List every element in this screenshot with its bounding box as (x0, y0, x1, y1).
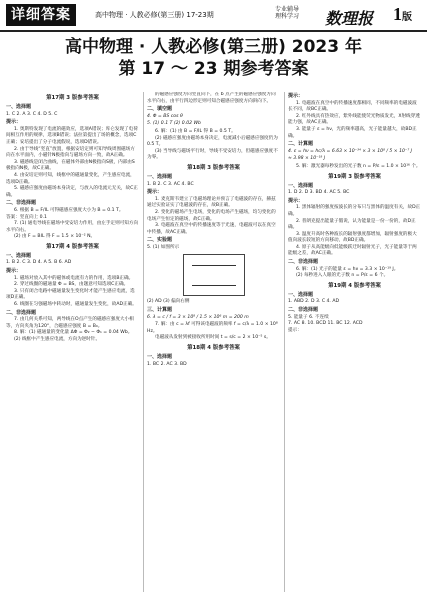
answer-line: 5. 能量子 6. 不连续 (288, 314, 329, 320)
answer-paragraph: 3. 电磁波在真空中的传播速度等于光速，电磁波可以在真空中传播，故AC正确。 (147, 223, 276, 235)
answer-line: (2) AD (3) 偏向右侧 (147, 299, 190, 305)
newspaper-header (0, 0, 427, 32)
newspaper-logo: 数理报 (325, 9, 374, 28)
answer-paragraph: 3. 温度升高时各种波长的辐射强度都增加，辐射强度的极大值向波长较短的方向移动，故BD正确。 (288, 231, 417, 244)
formula-line: 4. Φ = BS cos θ (147, 113, 183, 119)
answer-paragraph: (2) 线框中产生感应电流，方向为逆时针。 (14, 337, 101, 342)
answer-paragraph: 电磁波从发射到被接收所用时间 t = s/c = 2 × 10⁻⁵ s。 (155, 335, 271, 341)
answer-paragraph: 2. 变化的磁场产生电场，变化的电场产生磁场，均匀变化的电场产生恒定的磁场，故C正确。 (147, 209, 276, 222)
brand-label: 详细答案 (6, 4, 76, 26)
answer-paragraph: 2. 普朗克提出能量子假说，认为能量是一份一份的，故D正确。 (288, 218, 416, 231)
answer-paragraph: 1. 麦克斯韦建立了电磁场理论并预言了电磁波的存在，赫兹通过实验证实了电磁波的存在，故B正确。 (147, 196, 276, 209)
section-heading: 第18期 3 版参考答案 (187, 164, 240, 171)
answer-paragraph: 1. 磁场对放入其中的磁体或电流有力的作用，选项B正确。 (14, 275, 134, 281)
answer-paragraph: 2. 由于导线“竖直”放置，根据安培定则可知导线周围磁场方向在水平面内，小磁针N极指向与磁场方向一致，故A正确。 (6, 146, 135, 159)
header-tags (275, 6, 299, 20)
subsection-heading: 二、非选择题 (288, 259, 319, 266)
section-heading: 第18期 4 版参考答案 (187, 345, 240, 352)
subsection-heading: 二、填空题 (147, 106, 173, 113)
title-line-1: 高中物理 · 人教必修(第三册) 2023 年 (65, 37, 362, 57)
formula-line: 5. (1) 0.1 T (2) 0.02 Wb (147, 121, 201, 127)
answer-line: 7. AC 8. 10. BCD 11. BC 12. ACD (288, 321, 363, 327)
answer-line: 1. D 2. D 3. BD 4. AC 5. BC (288, 190, 350, 196)
subsection-heading: 提示： (6, 268, 22, 275)
answer-paragraph: 7. 由几何关系可知，两导线在O点产生的磁感应强度大小相等，方向夹角为120°，合磁感应强度 B = B₀。 (6, 317, 134, 329)
answer-paragraph: (2) 磁感应强度由磁场本身决定，电流减小后磁感应强度仍为 0.5 T。 (147, 135, 278, 148)
header-tag-1: 专业辅导 (275, 6, 300, 13)
column-1 (6, 92, 139, 592)
page-number-label: 版 (402, 12, 412, 23)
answer-paragraph: 6. 线圈在匀强磁场中转动时，磁通量发生变化，故AD正确。 (14, 302, 137, 308)
answer-line: 答案：竖直向上 0.1 (6, 214, 47, 220)
formula-line: 4. ε = hν = hc/λ = 6.63 × 10⁻³⁴ × 3 × 10⁸ / 5 × 10⁻⁷ J (288, 148, 413, 154)
section-heading: 第19期 3 版参考答案 (328, 173, 381, 180)
page-title (0, 36, 427, 80)
answer-line: 1. BC 2. AC 3. BD (147, 361, 187, 367)
answer-paragraph: 3. 能量子 ε = hν，光的频率越高，光子能量越大，故BD正确。 (288, 126, 417, 139)
page-number-value: 1 (393, 4, 402, 24)
answer-line: 1. B 2. C 3. D 4. A 5. B 6. AD (6, 260, 72, 266)
column-divider (284, 92, 285, 592)
subsection-heading: 提示： (147, 189, 163, 196)
column-divider (143, 92, 144, 592)
answer-paragraph: (2) 由 F = BIL 得 F = 1.5 × 10⁻² N。 (14, 234, 96, 240)
answer-paragraph: 6. 解：(1) 由 B = F/IL 得 B = 0.5 T。 (155, 128, 236, 134)
answer-paragraph: 2. 穿过线圈的磁通量 Φ = BS，由题意可知选项C正确。 (14, 282, 129, 288)
answer-paragraph: 5. 磁感应强度由磁场本身决定，与放入的电流元无关，故C正确。 (6, 186, 138, 198)
header-tag-2: 理科学习 (275, 13, 300, 20)
formula-line: ≈ 3.98 × 10⁻¹⁹ J (288, 156, 326, 162)
subsection-heading: 一、选择题 (147, 173, 173, 180)
subsection-heading: 一、选择题 (147, 354, 173, 361)
subsection-heading: 二、非选择题 (6, 309, 37, 316)
section-heading: 第17期 4 版参考答案 (46, 243, 99, 250)
figure-wire (192, 285, 236, 286)
subsection-heading: 提示： (288, 197, 304, 204)
column-3 (288, 92, 421, 592)
subsection-heading: 提示： (6, 119, 22, 126)
answer-line: 5. (1) 如图所示 (147, 244, 180, 250)
formula-line: 6. λ = c / f = 3 × 10⁸ / 1.5 × 10⁶ m = 200 m (147, 314, 249, 320)
answer-paragraph: 3. 只有闭合电路中磁通量发生变化时才能产生感应电流，选项D正确。 (6, 288, 135, 301)
answer-paragraph: 5. 解：激光器每秒发出的光子数 n = P/ε = 1.0 × 10¹⁶ 个。 (296, 163, 421, 169)
column-2 (147, 92, 280, 592)
answer-paragraph: 1. 黑体辐射的强度按波长的分布只与黑体的温度有关，故D正确。 (288, 205, 421, 217)
subsection-heading: 一、选择题 (288, 291, 314, 298)
answer-paragraph: 2. 红外线具有热效应，紫外线能使荧光物质发光，X射线穿透能力强，故AC正确。 (288, 113, 420, 126)
answer-paragraph: 1. 电磁波在真空中的传播速度都相同，不同频率的电磁波波长不同，故BC正确。 (288, 100, 417, 113)
answer-paragraph: (3) 当导线与磁场平行时，导线不受安培力，但磁感应强度不为零。 (147, 148, 278, 161)
answer-line: 1. ABD 2. D 3. C 4. AD (288, 299, 340, 305)
answer-paragraph: 4. 由安培定则可知，线框中的磁通量变化，产生感应电流，选项D正确。 (6, 172, 135, 185)
answer-columns (6, 92, 421, 592)
subsection-heading: 二、计算题 (288, 141, 314, 148)
page-number (393, 4, 412, 25)
answer-paragraph: (2) 每秒进入人眼的光子数 n = P/ε = 6 个。 (296, 273, 389, 279)
section-heading: 第19期 4 版参考答案 (328, 282, 381, 289)
answer-paragraph: 6. 解：(1) 光子的能量 ε = hν = 3.3 × 10⁻¹⁹ J。 (296, 266, 399, 272)
title-line-2: 第 17 ～ 23 期参考答案 (118, 59, 309, 79)
answer-paragraph: 1. 奥斯特发现了电流的磁效应，选项A错误；库仑发现了电荷间相互作用的规律，选项B错误；法拉第提出了场的概念，选项C正确；安培提出了分子电流假说，选项D错误。 (6, 126, 138, 145)
subsection-heading: 一、选择题 (6, 104, 32, 110)
subsection-heading: 三、计算题 (147, 307, 173, 314)
section-heading: 第17期 3 版参考答案 (46, 95, 99, 101)
figure-wire (192, 265, 236, 266)
answer-line: 提示： (288, 327, 302, 333)
subsection-heading: 一、选择题 (288, 182, 314, 189)
subsection-heading: 二、非选择题 (288, 307, 319, 314)
subsection-heading: 一、选择题 (6, 252, 32, 259)
answer-paragraph: 3. 磁感线是闭合曲线，在磁体外部由N极指向S极，内部由S极指向N极，故C正确。 (6, 159, 135, 172)
answer-paragraph: 7. 解：由 c = λf 可得该电磁波的频率 f = c/λ = 1.0 × 10⁸ Hz。 (147, 322, 278, 334)
circuit-figure (183, 254, 245, 296)
answer-line: 1. B 2. C 3. AC 4. BC (147, 181, 194, 187)
answer-paragraph: 的磁感应强度方向竖直向下，在 b 点产生的磁感应强度方向水平向右，由平行四边形定则可知合磁感应强度方向斜向下。 (147, 92, 276, 104)
answer-paragraph: 4. 原子从高能级向低能级跃迁时辐射光子，光子能量等于两能级之差，故AC正确。 (288, 244, 417, 257)
subsection-heading: 二、非选择题 (6, 200, 37, 207)
answer-line: 1. C 2. A 3. C 4. D 5. C (6, 111, 58, 117)
subsection-heading: 提示： (288, 93, 304, 99)
header-subject: 高中物理 · 人教必修(第三册) 17-23期 (95, 11, 214, 19)
answer-paragraph: 7. (1) 通电导线在磁场中受安培力作用，由左手定则可知方向水平向右。 (6, 221, 139, 233)
answer-paragraph: 6. 根据 B = F/IL 可得磁感应强度大小为 B = 0.1 T。 (14, 207, 124, 213)
answer-paragraph: 8. 解：(1) 磁通量的变化量 ΔΦ = Φ₂ − Φ₁ = 0.04 Wb。 (14, 330, 133, 336)
subsection-heading: 二、实验题 (147, 237, 173, 244)
